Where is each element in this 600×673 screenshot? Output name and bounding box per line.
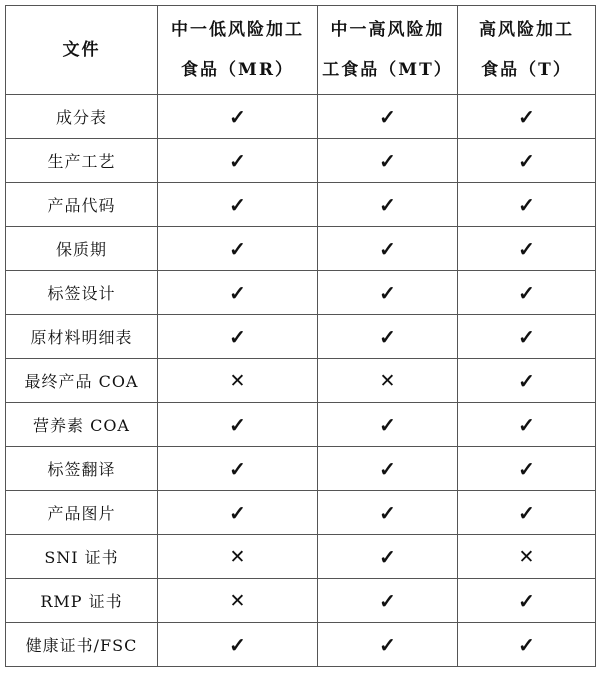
table-row xyxy=(6,403,596,447)
required-check-icon: ✓ xyxy=(158,623,318,667)
document-name-cell: RMP 证书 xyxy=(6,579,158,623)
table-row xyxy=(6,579,596,623)
table-body xyxy=(6,95,596,667)
document-name-cell: 生产工艺 xyxy=(6,139,158,183)
header-line: 食品（MR） xyxy=(181,60,294,80)
header-medium-low-risk xyxy=(158,6,318,95)
required-check-icon: ✓ xyxy=(318,491,458,535)
document-name-cell: 成分表 xyxy=(6,95,158,139)
required-check-icon: ✓ xyxy=(158,95,318,139)
table-row xyxy=(6,271,596,315)
header-line: 文件 xyxy=(62,40,101,60)
required-check-icon: ✓ xyxy=(458,403,596,447)
table-row xyxy=(6,359,596,403)
header-high-risk xyxy=(458,6,596,95)
header-line: 食品（T） xyxy=(481,60,572,80)
header-line: 中一高风险加 xyxy=(330,20,445,40)
required-check-icon: ✓ xyxy=(318,403,458,447)
required-check-icon: ✓ xyxy=(318,95,458,139)
table-row xyxy=(6,447,596,491)
not-required-cross-icon: ✕ xyxy=(158,359,318,403)
header-medium-high-risk xyxy=(318,6,458,95)
table-row xyxy=(6,535,596,579)
not-required-cross-icon: ✕ xyxy=(158,579,318,623)
required-check-icon: ✓ xyxy=(158,227,318,271)
header-line: 工食品（MT） xyxy=(322,60,453,80)
document-name-cell: 标签翻译 xyxy=(6,447,158,491)
required-check-icon: ✓ xyxy=(458,315,596,359)
required-check-icon: ✓ xyxy=(158,271,318,315)
required-check-icon: ✓ xyxy=(158,183,318,227)
required-check-icon: ✓ xyxy=(458,271,596,315)
document-name-cell: SNI 证书 xyxy=(6,535,158,579)
required-check-icon: ✓ xyxy=(458,491,596,535)
required-check-icon: ✓ xyxy=(458,623,596,667)
required-check-icon: ✓ xyxy=(318,535,458,579)
table-row xyxy=(6,95,596,139)
document-name-cell: 产品代码 xyxy=(6,183,158,227)
document-name-cell: 营养素 COA xyxy=(6,403,158,447)
required-check-icon: ✓ xyxy=(158,447,318,491)
document-name-cell: 标签设计 xyxy=(6,271,158,315)
table-header-row xyxy=(6,6,596,95)
header-line: 中一低风险加工 xyxy=(171,20,304,40)
document-name-cell: 原材料明细表 xyxy=(6,315,158,359)
document-name-cell: 保质期 xyxy=(6,227,158,271)
required-check-icon: ✓ xyxy=(458,139,596,183)
document-name-cell: 健康证书/FSC xyxy=(6,623,158,667)
required-check-icon: ✓ xyxy=(158,315,318,359)
required-check-icon: ✓ xyxy=(318,183,458,227)
required-check-icon: ✓ xyxy=(458,447,596,491)
required-check-icon: ✓ xyxy=(318,447,458,491)
table-row xyxy=(6,139,596,183)
not-required-cross-icon: ✕ xyxy=(318,359,458,403)
table-row xyxy=(6,227,596,271)
required-check-icon: ✓ xyxy=(318,315,458,359)
table-row xyxy=(6,315,596,359)
required-check-icon: ✓ xyxy=(458,227,596,271)
required-check-icon: ✓ xyxy=(458,359,596,403)
header-document xyxy=(6,6,158,95)
required-check-icon: ✓ xyxy=(158,403,318,447)
document-name-cell: 最终产品 COA xyxy=(6,359,158,403)
required-check-icon: ✓ xyxy=(318,271,458,315)
table-row xyxy=(6,491,596,535)
document-name-cell: 产品图片 xyxy=(6,491,158,535)
required-check-icon: ✓ xyxy=(158,139,318,183)
required-check-icon: ✓ xyxy=(458,183,596,227)
required-check-icon: ✓ xyxy=(458,95,596,139)
not-required-cross-icon: ✕ xyxy=(158,535,318,579)
required-check-icon: ✓ xyxy=(318,227,458,271)
table-row xyxy=(6,623,596,667)
required-check-icon: ✓ xyxy=(318,139,458,183)
required-check-icon: ✓ xyxy=(318,623,458,667)
table-row xyxy=(6,183,596,227)
header-line: 高风险加工 xyxy=(479,20,574,40)
document-requirements-table xyxy=(5,5,596,667)
required-check-icon: ✓ xyxy=(158,491,318,535)
required-check-icon: ✓ xyxy=(458,579,596,623)
not-required-cross-icon: ✕ xyxy=(458,535,596,579)
required-check-icon: ✓ xyxy=(318,579,458,623)
